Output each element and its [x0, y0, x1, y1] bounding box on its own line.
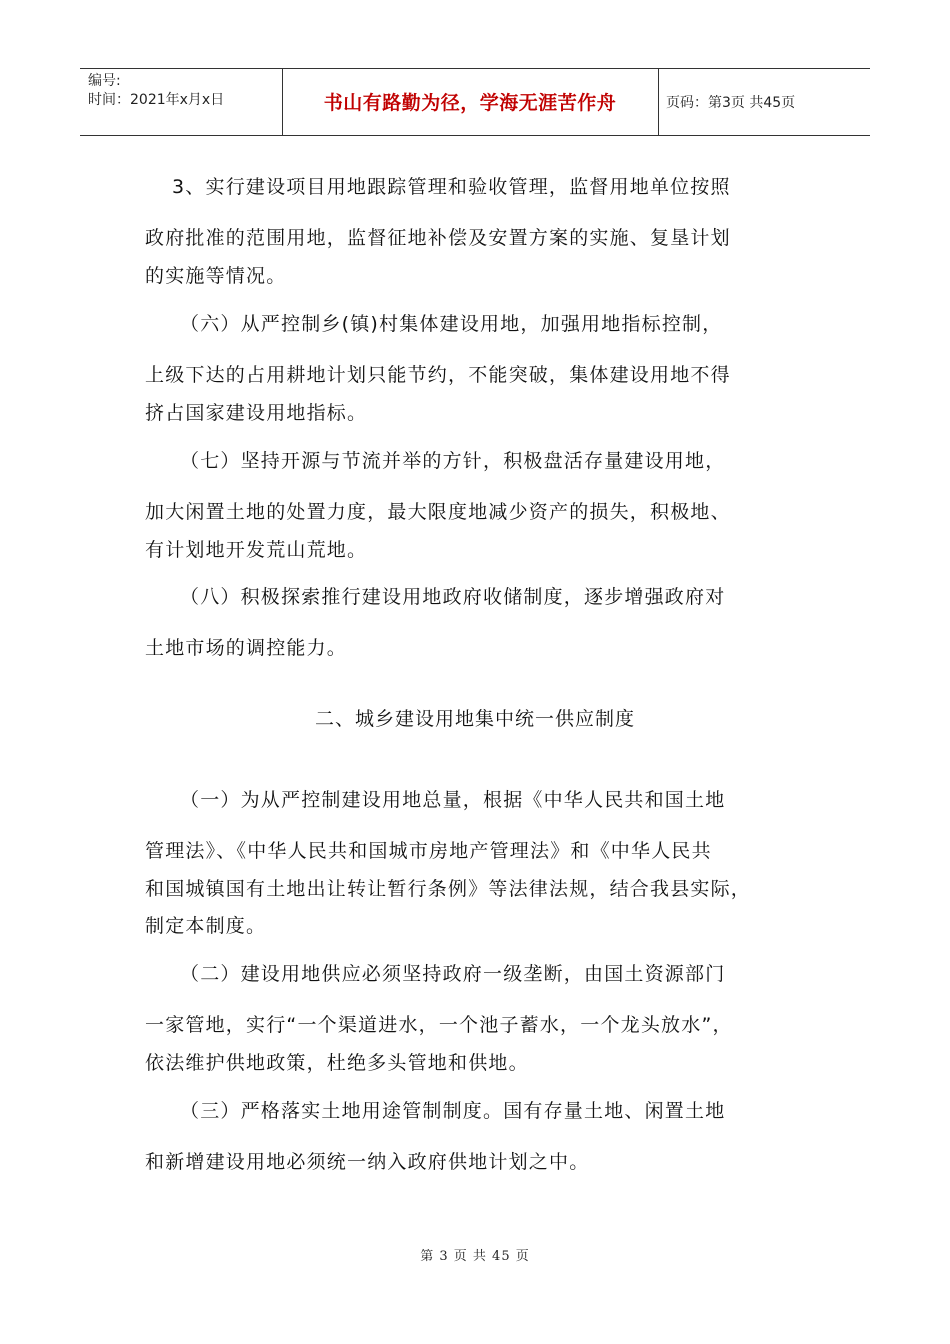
paragraph-line: （八）积极探索推行建设用地政府收储制度，逐步增强政府对 — [180, 586, 726, 608]
paragraph-line: 加大闲置土地的处置力度，最大限度地减少资产的损失，积极地、 — [145, 501, 731, 523]
paragraph-line: 土地市场的调控能力。 — [145, 637, 348, 659]
section-heading: 二、城乡建设用地集中统一供应制度 — [314, 708, 635, 730]
header-number-label: 编号: — [88, 73, 121, 89]
header-motto: 书山有路勤为径，学海无涯苦作舟 — [323, 92, 617, 114]
paragraph-line: 依法维护供地政策，杜绝多头管地和供地。 — [145, 1052, 529, 1074]
paragraph-line: 政府批准的范围用地，监督征地补偿及安置方案的实施、复垦计划 — [145, 227, 731, 249]
paragraph-line: 上级下达的占用耕地计划只能节约，不能突破，集体建设用地不得 — [145, 364, 731, 386]
paragraph-line: 3、实行建设项目用地跟踪管理和验收管理，监督用地单位按照 — [172, 176, 731, 198]
paragraph-line: （二）建设用地供应必须坚持政府一级垄断，由国土资源部门 — [180, 963, 726, 985]
paragraph-line: （七）坚持开源与节流并举的方针，积极盘活存量建设用地， — [180, 450, 726, 472]
header-meta — [88, 72, 224, 110]
header-page-info: 页码：第3页 共45页 — [666, 95, 796, 111]
paragraph-line: （一）为从严控制建设用地总量，根据《中华人民共和国土地 — [180, 789, 726, 811]
paragraph-line: 的实施等情况。 — [145, 265, 287, 287]
paragraph-line: 有计划地开发荒山荒地。 — [145, 539, 368, 561]
paragraph-line: 一家管地，实行“一个渠道进水，一个池子蓄水，一个龙头放水”， — [145, 1014, 733, 1036]
header-top-rule — [80, 68, 870, 69]
header-time-label: 时间：2021年x月x日 — [88, 92, 225, 108]
page-footer: 第 3 页 共 45 页 — [420, 1249, 530, 1264]
paragraph-line: （三）严格落实土地用途管制制度。国有存量土地、闲置土地 — [180, 1100, 726, 1122]
paragraph-line: （六）从严控制乡(镇)村集体建设用地，加强用地指标控制， — [180, 313, 723, 335]
header-divider-right — [658, 68, 659, 135]
paragraph-line: 挤占国家建设用地指标。 — [145, 402, 368, 424]
header-bottom-rule — [80, 135, 870, 136]
paragraph-line: 制定本制度。 — [145, 915, 267, 937]
paragraph-line: 和国城镇国有土地出让转让暂行条例》等法律法规，结合我县实际， — [145, 878, 752, 900]
paragraph-line: 和新增建设用地必须统一纳入政府供地计划之中。 — [145, 1151, 590, 1173]
paragraph-line: 管理法》、《中华人民共和国城市房地产管理法》和《中华人民共 — [145, 840, 712, 862]
